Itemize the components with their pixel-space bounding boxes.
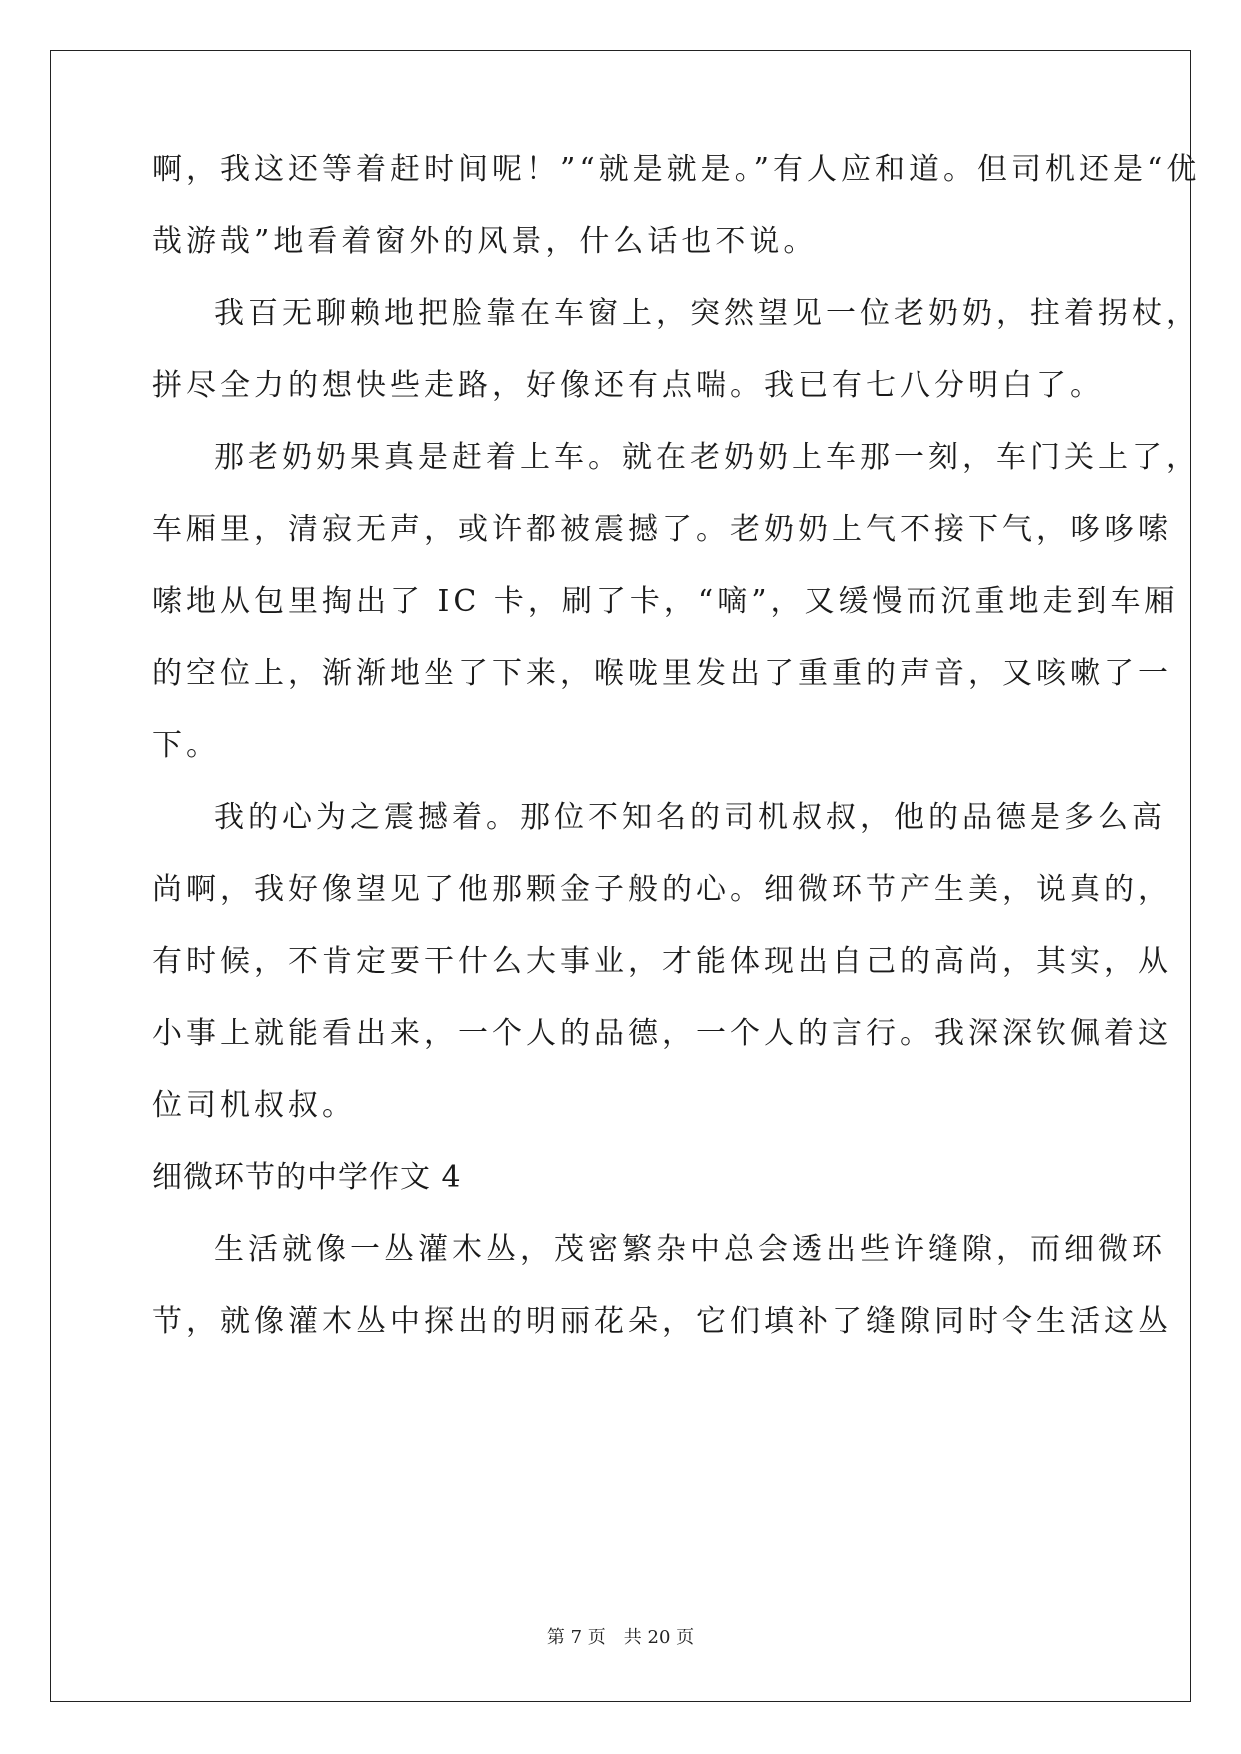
text-line: 小事上就能看出来，一个人的品德，一个人的言行。我深深钦佩着这 <box>152 1016 1172 1051</box>
page-total: 共 20 页 <box>623 1627 695 1648</box>
text-line: 位司机叔叔。 <box>152 1088 356 1123</box>
text-line: 的空位上，渐渐地坐了下来，喉咙里发出了重重的声音，又咳嗽了一 <box>152 656 1172 691</box>
text-line: 车厢里，清寂无声，或许都被震撼了。老奶奶上气不接下气，哆哆嗦 <box>152 512 1172 547</box>
text-line: 尚啊，我好像望见了他那颗金子般的心。细微环节产生美，说真的， <box>152 872 1172 907</box>
text-line: 拼尽全力的想快些走路，好像还有点喘。我已有七八分明白了。 <box>152 368 1104 403</box>
text-line: 下。 <box>152 728 220 763</box>
paragraph-start-line: 我百无聊赖地把脸靠在车窗上，突然望见一位老奶奶，拄着拐杖， <box>214 296 1200 331</box>
text-line: 节，就像灌木丛中探出的明丽花朵，它们填补了缝隙同时令生活这丛 <box>152 1304 1172 1339</box>
text-line: 啊，我这还等着赶时间呢！”“就是就是。”有人应和道。但司机还是“优 <box>152 152 1201 187</box>
text-line: 哉游哉”地看着窗外的风景，什么话也不说。 <box>152 224 818 259</box>
page-number: 第 7 页 <box>546 1627 606 1648</box>
text-line: 有时候，不肯定要干什么大事业，才能体现出自己的高尚，其实，从 <box>152 944 1172 979</box>
page-footer <box>0 1627 1241 1649</box>
paragraph-start-line: 我的心为之震撼着。那位不知名的司机叔叔，他的品德是多么高 <box>214 800 1166 835</box>
paragraph-start-line: 那老奶奶果真是赶着上车。就在老奶奶上车那一刻，车门关上了， <box>214 440 1200 475</box>
section-heading: 细微环节的中学作文 4 <box>152 1160 462 1195</box>
text-line: 嗦地从包里掏出了 IC 卡，刷了卡，“嘀”，又缓慢而沉重地走到车厢 <box>152 584 1179 619</box>
paragraph-start-line: 生活就像一丛灌木丛，茂密繁杂中总会透出些许缝隙，而细微环 <box>214 1232 1166 1267</box>
